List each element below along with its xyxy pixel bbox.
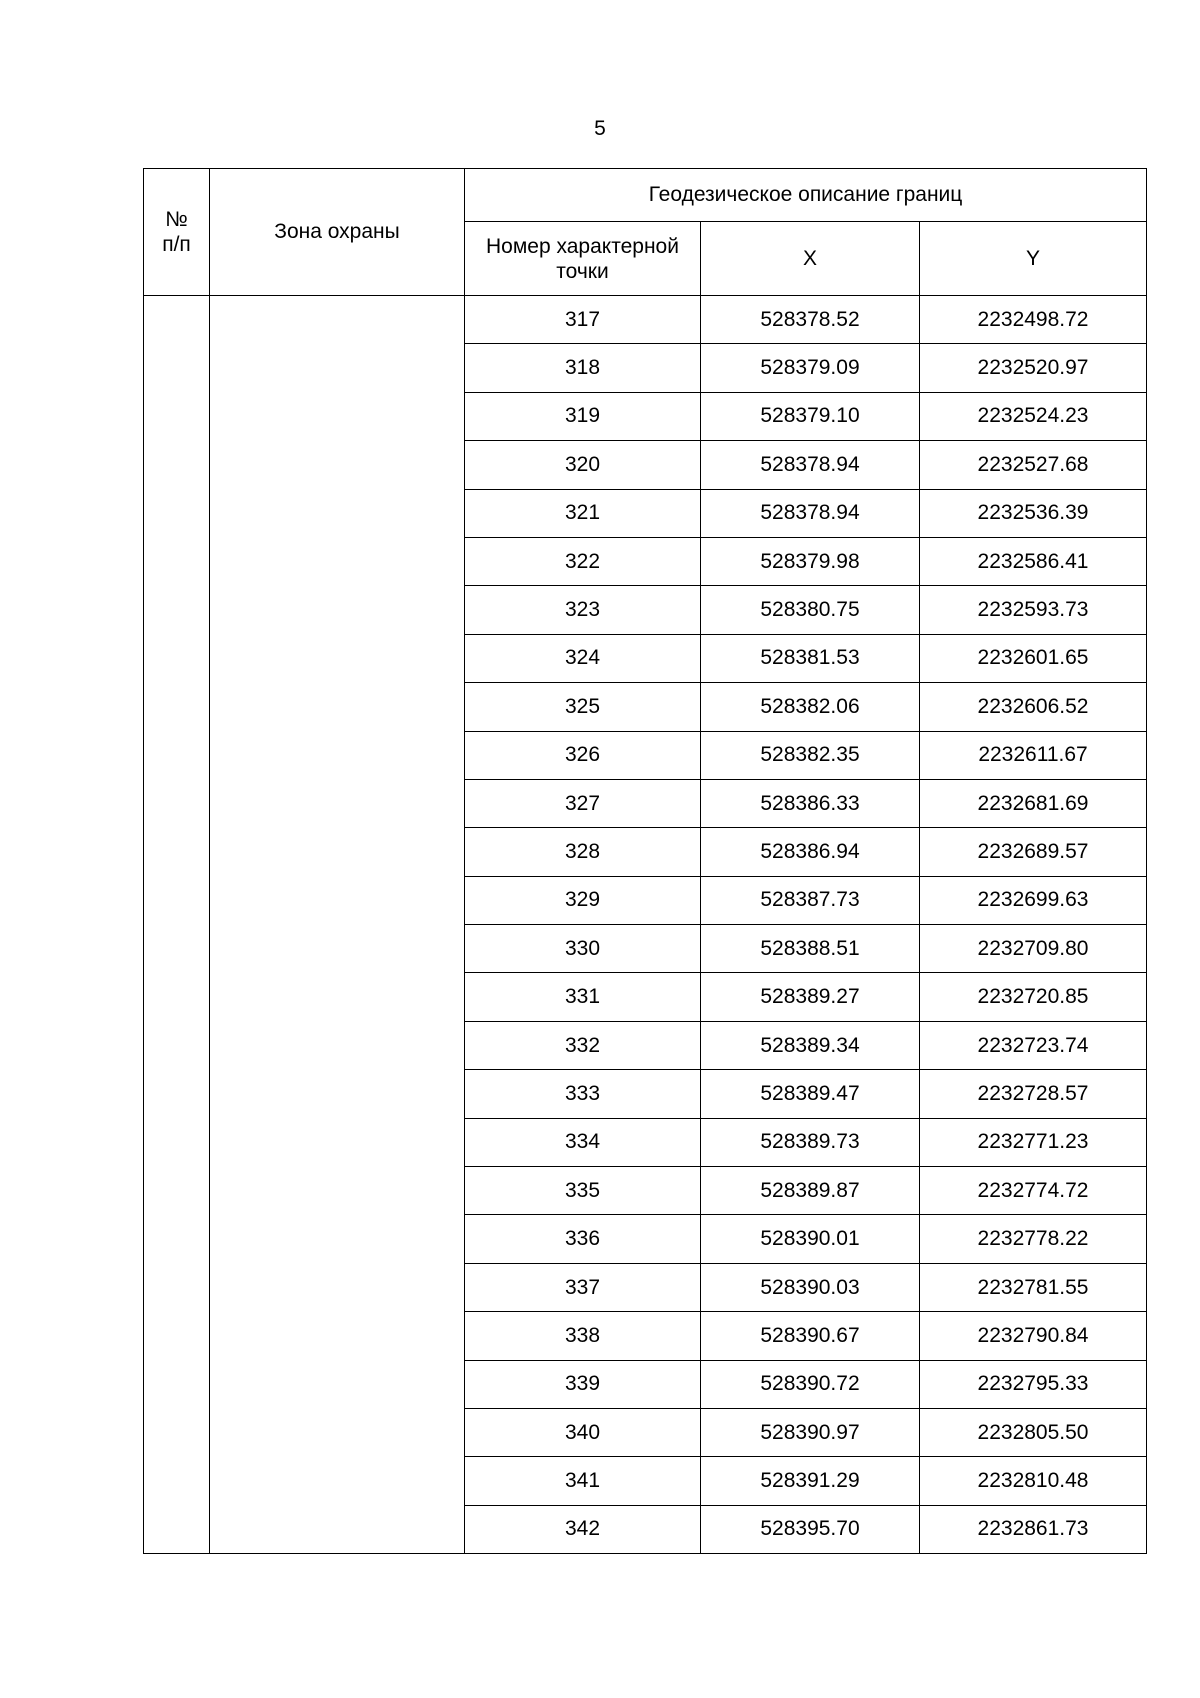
cell-x: 528395.70: [701, 1505, 920, 1553]
coordinates-table: [143, 168, 1147, 1554]
cell-point: 325: [465, 683, 701, 731]
cell-point: 342: [465, 1505, 701, 1553]
cell-y: 2232720.85: [920, 973, 1147, 1021]
cell-x: 528378.52: [701, 296, 920, 344]
cell-x: 528381.53: [701, 634, 920, 682]
cell-point: 341: [465, 1457, 701, 1505]
cell-point: 328: [465, 828, 701, 876]
cell-x: 528379.10: [701, 392, 920, 440]
cell-y: 2232778.22: [920, 1215, 1147, 1263]
table-body: [144, 296, 1147, 1554]
header-point-number-label: Номер характерной точки: [486, 234, 679, 283]
cell-point: 338: [465, 1312, 701, 1360]
cell-y: 2232586.41: [920, 537, 1147, 585]
header-number-label: № п/п: [162, 208, 191, 256]
cell-x: 528378.94: [701, 441, 920, 489]
cell-point: 319: [465, 392, 701, 440]
header-number: [144, 169, 210, 296]
cell-y: 2232728.57: [920, 1070, 1147, 1118]
cell-y: 2232611.67: [920, 731, 1147, 779]
cell-x: 528390.67: [701, 1312, 920, 1360]
cell-x: 528386.94: [701, 828, 920, 876]
cell-y: 2232498.72: [920, 296, 1147, 344]
cell-point: 326: [465, 731, 701, 779]
cell-y: 2232805.50: [920, 1408, 1147, 1456]
header-y: Y: [920, 222, 1147, 296]
cell-x: 528390.03: [701, 1263, 920, 1311]
cell-x: 528390.01: [701, 1215, 920, 1263]
cell-point: 331: [465, 973, 701, 1021]
table-row: [144, 296, 1147, 344]
cell-y: 2232795.33: [920, 1360, 1147, 1408]
cell-point: 324: [465, 634, 701, 682]
cell-x: 528387.73: [701, 876, 920, 924]
cell-point: 321: [465, 489, 701, 537]
cell-point: 320: [465, 441, 701, 489]
cell-point: 330: [465, 925, 701, 973]
cell-x: 528380.75: [701, 586, 920, 634]
cell-point: 337: [465, 1263, 701, 1311]
cell-x: 528382.35: [701, 731, 920, 779]
cell-x: 528389.34: [701, 1021, 920, 1069]
cell-point: 340: [465, 1408, 701, 1456]
cell-point: 322: [465, 537, 701, 585]
header-zone: Зона охраны: [210, 169, 465, 296]
cell-x: 528378.94: [701, 489, 920, 537]
cell-x: 528388.51: [701, 925, 920, 973]
cell-number-merged: [144, 296, 210, 1554]
cell-point: 329: [465, 876, 701, 924]
cell-y: 2232689.57: [920, 828, 1147, 876]
header-geodesic-description: Геодезическое описание границ: [465, 169, 1147, 222]
cell-x: 528390.72: [701, 1360, 920, 1408]
table-header: [144, 169, 1147, 296]
cell-x: 528379.98: [701, 537, 920, 585]
cell-y: 2232699.63: [920, 876, 1147, 924]
cell-y: 2232536.39: [920, 489, 1147, 537]
cell-point: 339: [465, 1360, 701, 1408]
cell-y: 2232527.68: [920, 441, 1147, 489]
cell-x: 528379.09: [701, 344, 920, 392]
cell-point: 334: [465, 1118, 701, 1166]
cell-x: 528382.06: [701, 683, 920, 731]
cell-point: 332: [465, 1021, 701, 1069]
cell-x: 528390.97: [701, 1408, 920, 1456]
cell-y: 2232601.65: [920, 634, 1147, 682]
cell-point: 335: [465, 1167, 701, 1215]
cell-y: 2232520.97: [920, 344, 1147, 392]
cell-point: 336: [465, 1215, 701, 1263]
cell-point: 327: [465, 779, 701, 827]
cell-y: 2232681.69: [920, 779, 1147, 827]
header-x: X: [701, 222, 920, 296]
page-number: 5: [594, 117, 606, 140]
cell-point: 318: [465, 344, 701, 392]
cell-y: 2232781.55: [920, 1263, 1147, 1311]
cell-x: 528389.73: [701, 1118, 920, 1166]
cell-y: 2232861.73: [920, 1505, 1147, 1553]
cell-x: 528389.87: [701, 1167, 920, 1215]
cell-y: 2232774.72: [920, 1167, 1147, 1215]
cell-y: 2232723.74: [920, 1021, 1147, 1069]
cell-y: 2232709.80: [920, 925, 1147, 973]
cell-y: 2232790.84: [920, 1312, 1147, 1360]
cell-y: 2232606.52: [920, 683, 1147, 731]
cell-y: 2232524.23: [920, 392, 1147, 440]
cell-x: 528386.33: [701, 779, 920, 827]
cell-zone-merged: [210, 296, 465, 1554]
cell-y: 2232771.23: [920, 1118, 1147, 1166]
cell-point: 333: [465, 1070, 701, 1118]
cell-point: 323: [465, 586, 701, 634]
cell-y: 2232810.48: [920, 1457, 1147, 1505]
cell-x: 528389.47: [701, 1070, 920, 1118]
cell-x: 528389.27: [701, 973, 920, 1021]
cell-point: 317: [465, 296, 701, 344]
cell-y: 2232593.73: [920, 586, 1147, 634]
header-point-number: [465, 222, 701, 296]
cell-x: 528391.29: [701, 1457, 920, 1505]
